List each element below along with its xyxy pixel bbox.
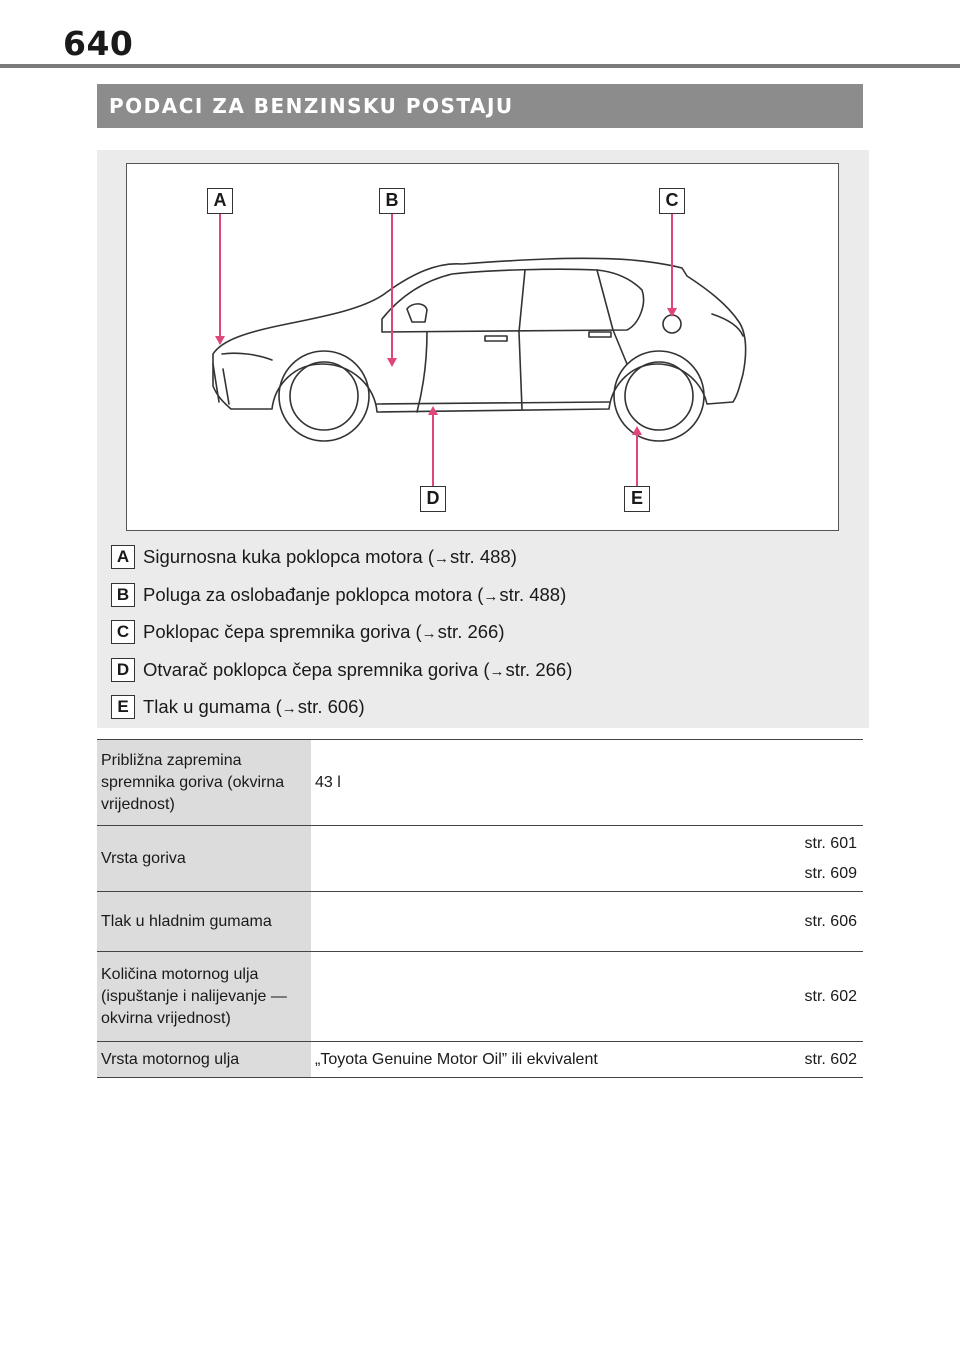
spec-value: „Toyota Genuine Motor Oil” ili ekvivalent: [311, 1042, 769, 1078]
page-reference: str. 606: [804, 912, 857, 930]
spec-value: [311, 952, 769, 1042]
legend-text: Otvarač poklopca čepa spremnika goriva (→str. 266): [143, 658, 573, 680]
legend-key: B: [111, 583, 135, 607]
spec-label: Količina motornog ulja (ispuštanje i nalijevanje — okvirna vrijednost): [97, 952, 311, 1042]
header-rule: [0, 64, 960, 68]
callout-e-label: E: [624, 486, 650, 512]
spec-ref: [769, 892, 863, 952]
spec-label: Tlak u hladnim gumama: [97, 892, 311, 952]
spec-ref: [769, 1042, 863, 1078]
arrow-right-icon: →: [434, 550, 450, 567]
section-banner: [97, 84, 863, 128]
spec-label: Vrsta goriva: [97, 826, 311, 892]
car-side-view-illustration: [127, 164, 840, 532]
table-row: [97, 1042, 863, 1078]
spec-value: [311, 826, 769, 892]
page-reference: str. 609: [804, 864, 857, 882]
legend-key: E: [111, 695, 135, 719]
legend-text: Tlak u gumama (→str. 606): [143, 696, 365, 717]
legend-text: Sigurnosna kuka poklopca motora (→str. 488): [143, 546, 517, 567]
car-diagram: [126, 163, 839, 531]
callout-b-label: B: [379, 188, 405, 214]
arrow-right-icon: →: [489, 662, 505, 680]
spec-ref: [769, 952, 863, 1042]
fuel-station-spec-table: [97, 739, 863, 1078]
arrow-right-icon: →: [421, 625, 437, 642]
legend-text: Poklopac čepa spremnika goriva (→str. 266): [143, 621, 505, 642]
page-reference: str. 602: [804, 987, 857, 1005]
legend-key: A: [111, 545, 135, 569]
legend-key: D: [111, 658, 135, 682]
table-row: [97, 826, 863, 892]
table-row: [97, 892, 863, 952]
page-reference: str. 602: [804, 1050, 857, 1068]
section-title: PODACI ZA BENZINSKU POSTAJU: [109, 94, 514, 118]
table-row: [97, 952, 863, 1042]
legend-key: C: [111, 620, 135, 644]
spec-label: Približna zapremina spremnika goriva (okvirna vrijednost): [97, 740, 311, 826]
page-reference: str. 601: [804, 834, 857, 852]
spec-value: 43 l: [311, 740, 769, 826]
spec-ref: [769, 740, 863, 826]
callout-d-label: D: [420, 486, 446, 512]
spec-ref: [769, 826, 863, 892]
spec-value: [311, 892, 769, 952]
callout-c-label: C: [659, 188, 685, 214]
legend-text: Poluga za oslobađanje poklopca motora (→str. 488): [143, 583, 567, 605]
page-number: 640: [63, 24, 134, 63]
callout-a-label: A: [207, 188, 233, 214]
arrow-right-icon: →: [483, 587, 499, 605]
table-row: [97, 740, 863, 826]
arrow-right-icon: →: [281, 700, 297, 717]
spec-label: Vrsta motornog ulja: [97, 1042, 311, 1078]
